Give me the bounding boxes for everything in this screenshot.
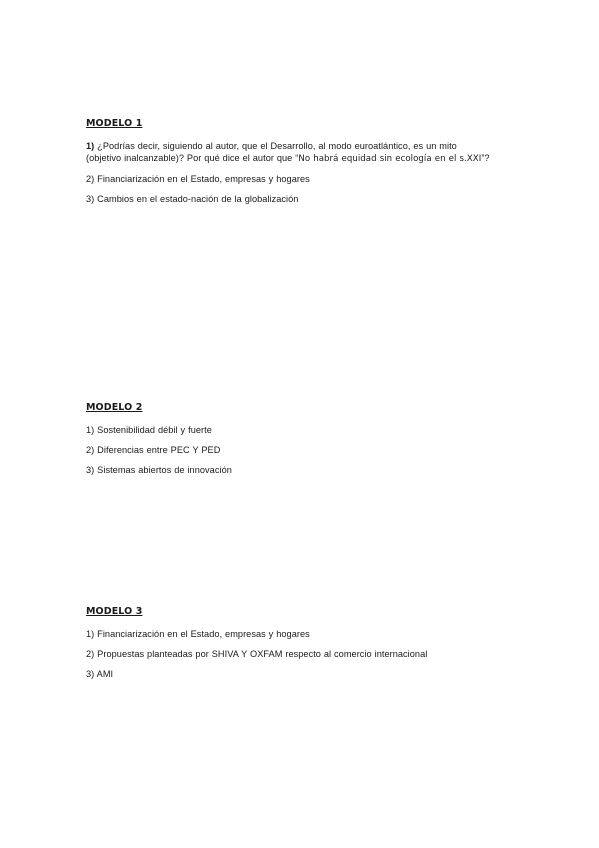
modelo-3-section <box>86 606 536 688</box>
modelo-3-question-3: 3) AMI <box>86 669 114 679</box>
modelo-1-question-2: 2) Financiarización en el Estado, empresas y hogares <box>86 174 310 184</box>
quoted-phrase: No habrá equidad sin ecología en el s.XXI <box>298 154 482 164</box>
modelo-1-heading: MODELO 1 <box>86 118 143 129</box>
modelo-2-heading: MODELO 2 <box>86 402 143 413</box>
modelo-1-question-3: 3) Cambios en el estado-nación de la globalización <box>86 194 299 204</box>
modelo-1-section <box>86 118 536 213</box>
modelo-3-question-1: 1) Financiarización en el Estado, empresas y hogares <box>86 629 310 639</box>
question-text-end: ”? <box>481 153 490 163</box>
question-number: 1) <box>86 141 95 151</box>
modelo-2-question-1: 1) Sostenibilidad débil y fuerte <box>86 425 212 435</box>
modelo-2-section <box>86 402 536 484</box>
question-text-line-1: ¿Podrías decir, siguiendo al autor, que el Desarrollo, al modo euroatlántico, es un mito <box>94 141 457 151</box>
modelo-3-heading: MODELO 3 <box>86 606 143 617</box>
modelo-2-question-3: 3) Sistemas abiertos de innovación <box>86 465 232 475</box>
question-text-line-2: (objetivo inalcanzable)? Por qué dice el autor que “ <box>86 153 299 163</box>
modelo-3-question-2: 2) Propuestas planteadas por SHIVA Y OXFAM respecto al comercio internacional <box>86 649 428 659</box>
modelo-2-question-2: 2) Diferencias entre PEC Y PED <box>86 445 221 455</box>
modelo-1-question-1 <box>86 140 536 165</box>
